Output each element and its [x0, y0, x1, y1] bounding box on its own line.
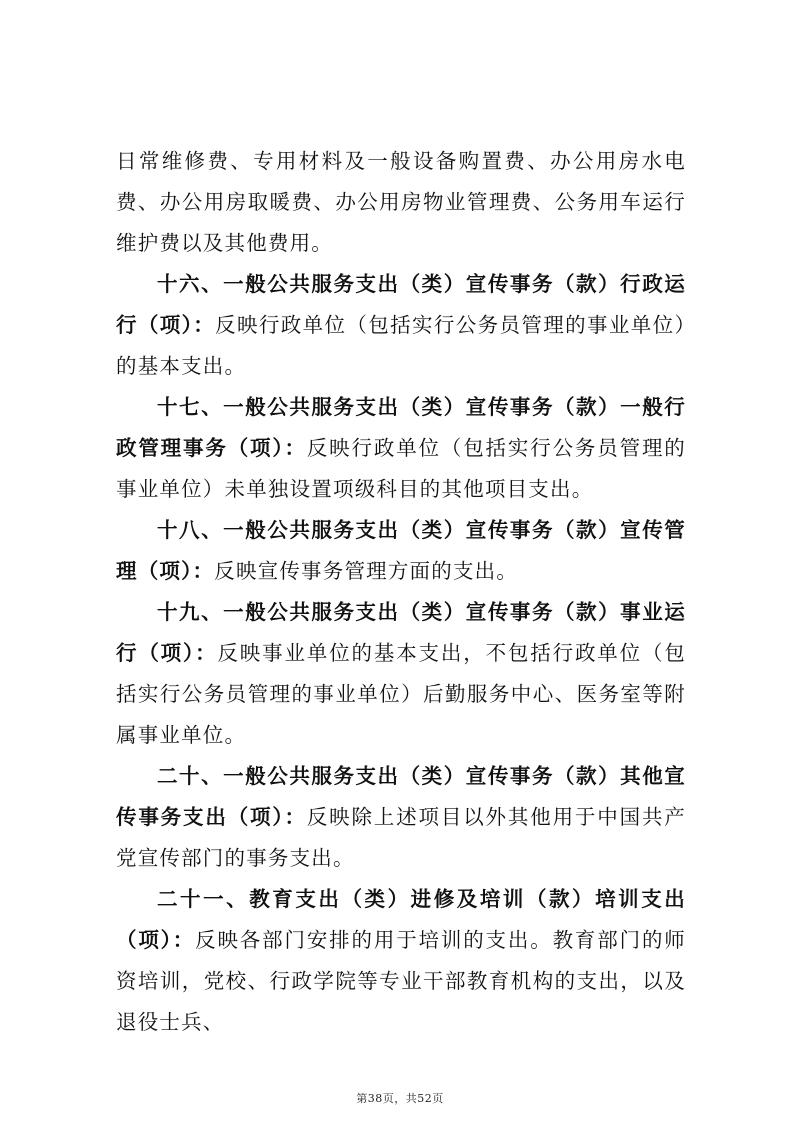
paragraph-item-21: [116, 879, 686, 1043]
paragraph-heading: 二十一、教育支出（类）进修及培训（款）培训支出（项）：: [116, 887, 686, 952]
paragraph-item-17: [116, 387, 686, 510]
paragraph-continued: [116, 141, 686, 264]
paragraph-body: 反映除上述项目以外其他用于中国共产党宣传部门的事务支出。: [116, 805, 686, 870]
paragraph-body: 日常维修费、专用材料及一般设备购置费、办公用房水电费、办公用房取暖费、办公用房物业管理费、公务用车运行维护费以及其他费用。: [116, 149, 686, 255]
paragraph-heading: 十九、一般公共服务支出（类）宣传事务（款）事业运行（项）：: [116, 600, 686, 665]
paragraph-item-20: [116, 756, 686, 879]
paragraph-item-16: [116, 264, 686, 387]
paragraph-body: 反映各部门安排的用于培训的支出。教育部门的师资培训，党校、行政学院等专业干部教育机构的支出，以及退役士兵、: [116, 928, 686, 1034]
paragraph-heading: 十八、一般公共服务支出（类）宣传事务（款）宣传管理（项）：: [116, 518, 686, 583]
page-number-label: 第38页，共52页: [356, 1092, 444, 1105]
paragraph-heading: 十六、一般公共服务支出（类）宣传事务（款）行政运行（项）：: [116, 272, 686, 337]
paragraph-body: 反映行政单位（包括实行公务员管理的事业单位）的基本支出。: [116, 313, 686, 378]
page-footer: [0, 1090, 800, 1106]
paragraph-body: 反映宣传事务管理方面的支出。: [214, 559, 519, 583]
paragraph-body: 反映事业单位的基本支出，不包括行政单位（包括实行公务员管理的事业单位）后勤服务中心、医务室等附属事业单位。: [116, 641, 687, 747]
paragraph-item-18: [116, 510, 686, 592]
paragraph-heading: 二十、一般公共服务支出（类）宣传事务（款）其他宣传事务支出（项）：: [116, 764, 686, 829]
paragraph-heading: 十七、一般公共服务支出（类）宣传事务（款）一般行政管理事务（项）：: [116, 395, 686, 460]
body-text: [116, 141, 686, 1043]
paragraph-item-19: [116, 592, 686, 756]
paragraph-body: 反映行政单位（包括实行公务员管理的事业单位）未单独设置项级科目的其他项目支出。: [116, 436, 686, 501]
